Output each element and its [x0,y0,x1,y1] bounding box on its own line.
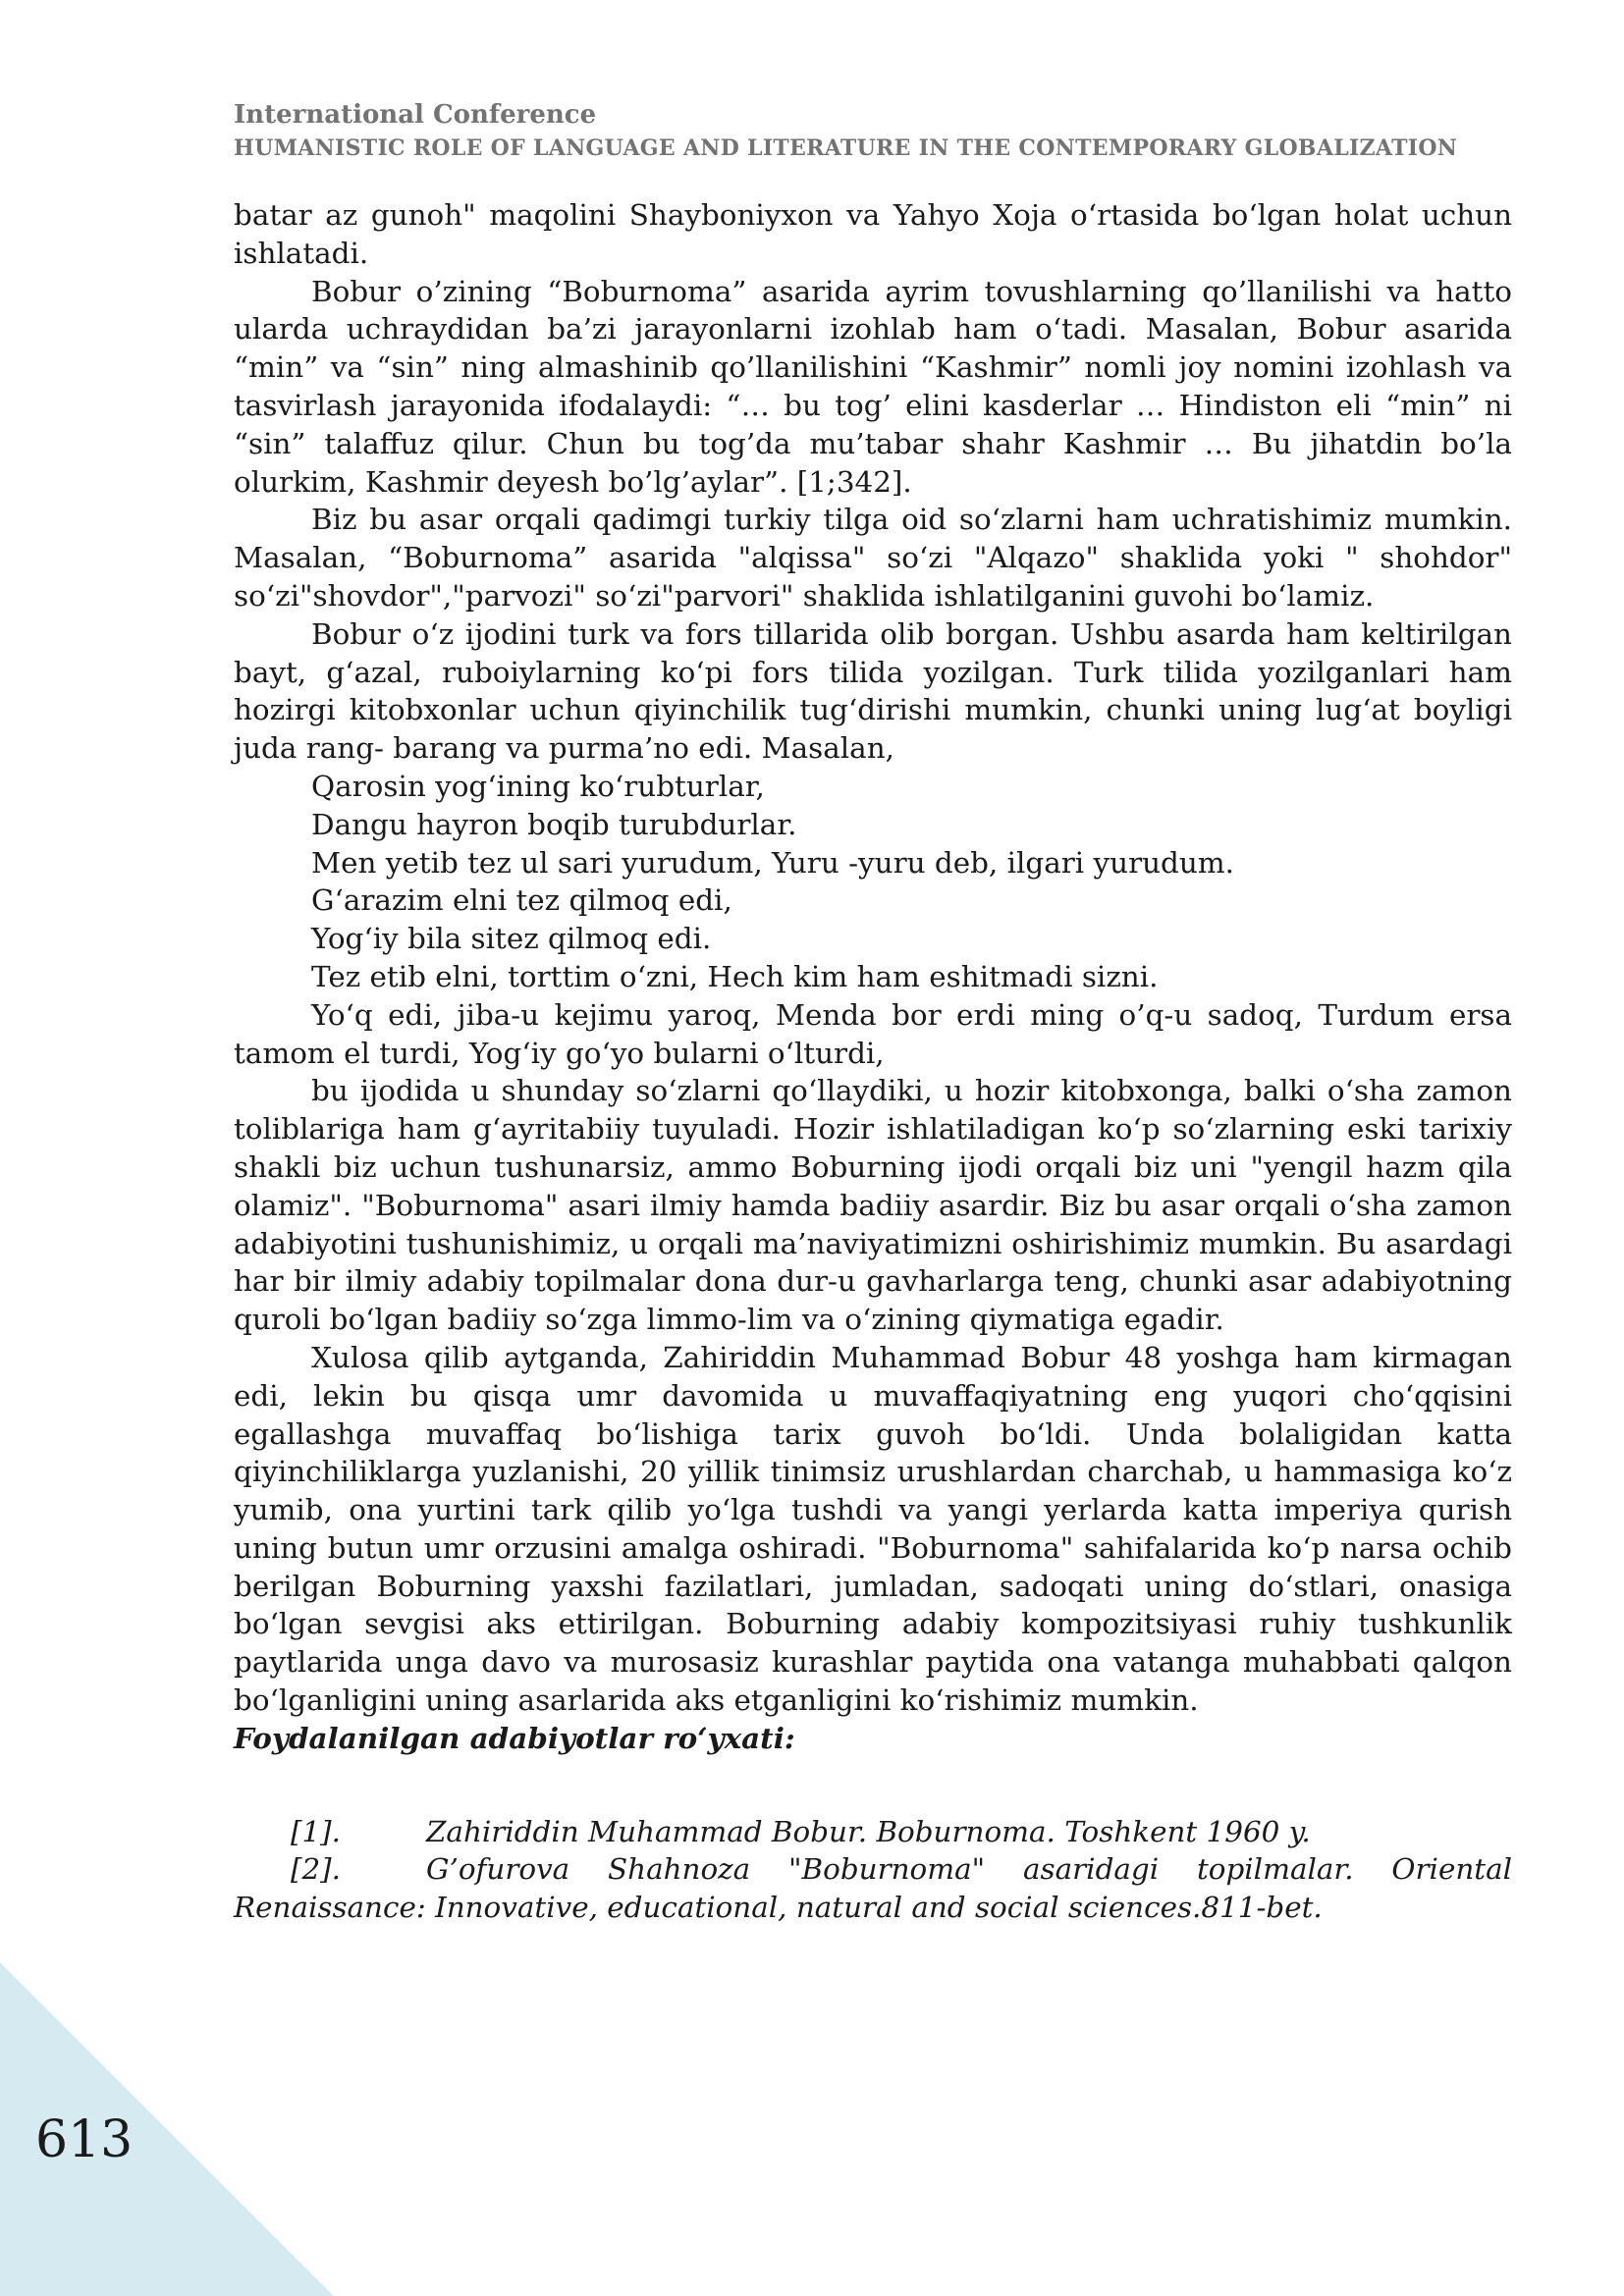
conference-label: International Conference [234,100,597,130]
reference-text: Zahiriddin Muhammad Bobur. Boburnoma. Toshkent 1960 y. [426,1814,1311,1848]
paragraph: Yo‘q edi, jiba-u kejimu yaroq, Menda bor erdi ming o’q-u sadoq, Turdum ersa tamom el turdi, Yog‘iy go‘yo bularni o‘lturdi, [234,997,1512,1070]
verse-line: G‘arazim elni tez qilmoq edi, [311,883,732,918]
page-number: 613 [35,2110,134,2169]
paragraph: Xulosa qilib aytganda, Zahiriddin Muhammad Bobur 48 yoshga ham kirmagan edi, lekin bu qisqa umr davomida u muvaffaqiyatning eng yuqori cho‘qqisini egallashga muvaffaq bo‘lishiga tarix guvoh bo‘ldi. Unda bolaligidan katta qiyinchiliklarga yuzlanishi, 20 yillik tinimsiz urushlardan charchab, u hammasiga ko‘z yumib, ona yurtini tark qilib yo‘lga tushdi va yangi yerlarda katta imperiya qurish uning butun umr orzusini amalga oshiradi. "Boburnoma" sahifalarida ko‘p narsa ochib berilgan Boburning yaxshi fazilatlari, jumladan, sadoqati uning do‘stlari, onasiga bo‘lgan sevgisi aks ettirilgan. Boburning adabiy kompozitsiyasi ruhiy tushkunlik paytlarida unga davo va murosasiz kurashlar paytida ona vatanga muhabbati qalqon bo‘lganligini uning asarlarida aks etganligini ko‘rishimiz mumkin. [234,1340,1512,1718]
reference-item [234,1813,1512,1851]
reference-number: [1]. [291,1814,341,1848]
verse-block [234,768,1512,996]
reference-item [234,1850,1512,1927]
article-body [234,196,1512,1927]
verse-line: Tez etib elni, torttim o‘zni, Hech kim ham eshitmadi sizni. [311,959,1159,993]
verse-line: Dangu hayron boqib turubdurlar. [311,807,797,841]
paragraph: bu ijodida u shunday so‘zlarni qo‘llaydiki, u hozir kitobxonga, balki o‘sha zamon toliblariga ham g‘ayritabiiy tuyuladi. Hozir ishlatiladigan ko‘p so‘zlarning eski tarixiy shakli biz uchun tushunarsiz, ammo Boburning ijodi orqali biz uni "yengil hazm qila olamiz". "Boburnoma" asari ilmiy hamda badiiy asardir. Biz bu asar orqali o‘sha zamon adabiyotini tushunishimiz, u orqali ma’naviyatimizni oshirishimiz mumkin. Bu asardagi har bir ilmiy adabiy topilmalar dona dur-u gavharlarga teng, chunki asar adabiyotning quroli bo‘lgan badiiy so‘zga limmo-lim va o‘zining qiymatiga egadir. [234,1074,1512,1337]
verse-line: Qarosin yog‘ining ko‘rubturlar, [311,769,765,803]
verse-line: Men yetib tez ul sari yurudum, Yuru -yuru deb, ilgari yurudum. [311,845,1235,880]
reference-text: G’ofurova Shahnoza "Boburnoma" asaridagi topilmalar. Oriental Renaissance: Innovative, educational, natural and social sciences.811-bet. [234,1852,1512,1925]
paragraph: Bobur o‘z ijodini turk va fors tillarida olib borgan. Ushbu asarda ham keltirilgan bayt, g‘azal, ruboiylarning ko‘pi fors tilida yozilgan. Turk tilida yozilganlari ham hozirgi kitobxonlar uchun qiyinchilik tug‘dirishi mumkin, chunki uning lug‘at boyligi juda rang- barang va purma’no edi. Masalan, [234,616,1512,766]
running-header [234,98,1510,165]
paragraph: batar az gunoh" maqolini Shayboniyxon va Yahyo Xoja o‘rtasida bo‘lgan holat uchun ishlatadi. [234,198,1512,270]
conference-title: HUMANISTIC ROLE OF LANGUAGE AND LITERATURE IN THE CONTEMPORARY GLOBALIZATION [234,135,1458,161]
verse-line: Yog‘iy bila sitez qilmoq edi. [311,922,712,956]
reference-number: [2]. [291,1852,341,1887]
paragraph: Biz bu asar orqali qadimgi turkiy tilga oid so‘zlarni ham uchratishimiz mumkin. Masalan, “Boburnoma” asarida "alqissa" so‘zi "Alqazo" shaklida yoki " shohdor" so‘zi"shovdor","parvozi" so‘zi"parvori" shaklida ishlatilganini guvohi bo‘lamiz. [234,503,1512,613]
references-heading: Foydalanilgan adabiyotlar ro‘yxati: [234,1720,795,1755]
references-list [234,1813,1512,1927]
paragraph: Bobur o’zining “Boburnoma” asarida ayrim tovushlarning qo’llanilishi va hatto ularda uchraydidan ba’zi jarayonlarni izohlab ham o‘tadi. Masalan, Bobur asarida “min” va “sin” ning almashinib qo’llanilishini “Kashmir” nomli joy nomini izohlash va tasvirlash jarayonida ifodalaydi: “… bu tog’ elini kasderlar … Hindiston eli “min” ni “sin” talaffuz qilur. Chun bu tog’da mu’tabar shahr Kashmir … Bu jihatdin bo’la olurkim, Kashmir deyesh bo’lg’aylar”. [1;342]. [234,274,1512,499]
